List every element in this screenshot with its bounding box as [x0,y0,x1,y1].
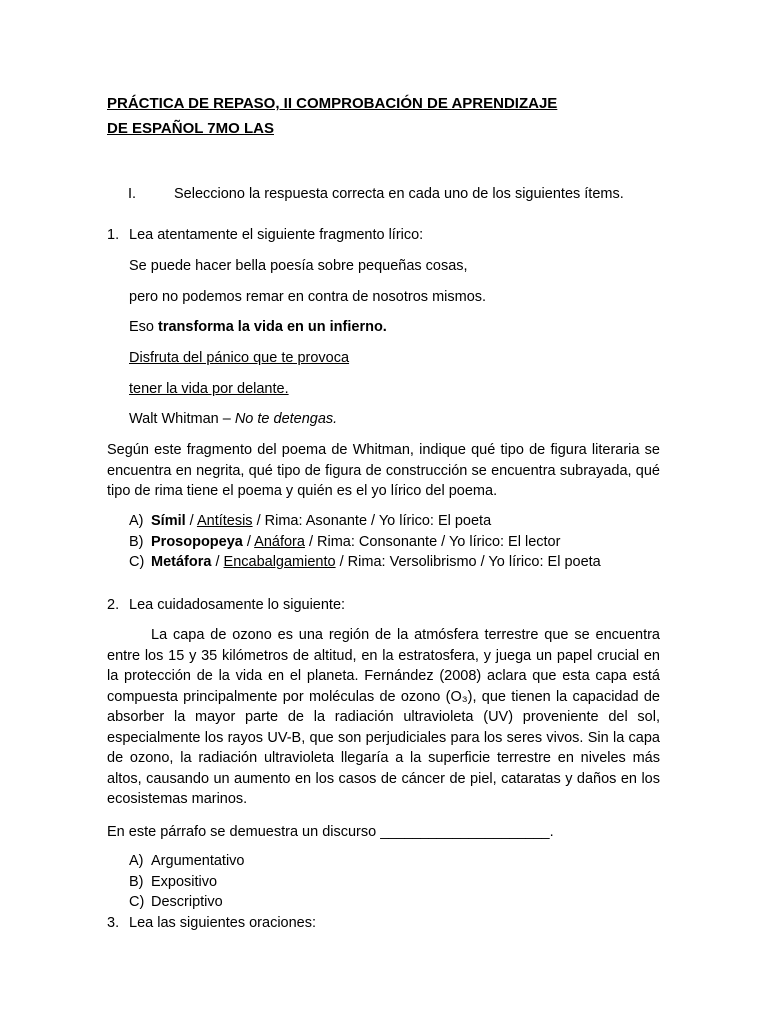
option-text: Expositivo [151,874,218,890]
option-letter: C) [129,894,145,910]
question-number: 2. [107,597,120,613]
option-rest: / Rima: Versolibrismo / Yo lírico: El poeta [335,554,601,570]
poem-attribution [129,409,337,429]
option-rest: / Rima: Asonante / Yo lírico: El poeta [252,513,492,529]
verse-3 [129,317,387,337]
question-text: Lea las siguientes oraciones: [129,915,317,931]
option-letter: B) [129,534,144,550]
question-text: Lea cuidadosamente lo siguiente: [129,597,346,613]
question-number: 1. [107,227,120,243]
question-1-text: Según este fragmento del poema de Whitman, indique qué tipo de figura literaria se encuentra en negrita, qué tipo de figura de construcción se encuentra subrayada, qué tipo de rima tiene el poema y quién es el yo lírico del poema. [107,442,660,499]
section-heading [128,184,624,204]
q1-option-b[interactable] [129,532,560,552]
q2-option-a[interactable] [129,851,245,871]
option-separator: / [185,513,197,529]
question-2-prompt [107,595,345,615]
option-underlined-term: Antítesis [196,513,253,529]
option-underlined-term: Encabalgamiento [223,554,336,570]
option-separator: / [211,554,224,570]
q1-option-c[interactable] [129,552,601,572]
question-2-text: En este párrafo se demuestra un discurso _____________________. [107,824,554,840]
option-bold-term: Prosopopeya [151,534,243,550]
verse-1: Se puede hacer bella poesía sobre pequeñas cosas, [129,258,468,274]
option-letter: C) [129,554,145,570]
question-1-prompt [107,225,423,245]
verse-3-bold: transforma la vida en un infierno. [158,319,387,335]
q1-option-a[interactable] [129,511,491,531]
verse-2: pero no podemos remar en contra de nosotros mismos. [129,289,487,305]
option-text: Argumentativo [151,853,245,869]
section-instruction: Selecciono la respuesta correcta en cada uno de los siguientes ítems. [174,186,624,202]
question-text: Lea atentamente el siguiente fragmento lírico: [129,227,424,243]
option-letter: A) [129,513,144,529]
option-bold-term: Símil [151,513,186,529]
section-numeral: I. [128,186,137,202]
question-3-prompt [107,913,316,933]
verse-5: tener la vida por delante. [129,381,289,397]
option-text: Descriptivo [151,894,223,910]
option-rest: / Rima: Consonante / Yo lírico: El lector [304,534,561,550]
option-letter: B) [129,874,144,890]
verse-3-plain: Eso [129,319,159,335]
q2-option-c[interactable] [129,892,223,912]
option-bold-term: Metáfora [151,554,212,570]
option-underlined-term: Anáfora [254,534,305,550]
verse-4: Disfruta del pánico que te provoca [129,350,350,366]
work-title: No te detengas. [234,411,338,427]
ozone-paragraph: La capa de ozono es una región de la atmósfera terrestre que se encuentra entre los 15 y 35 kilómetros de altitud, en la estratosfera, y juega un papel crucial en la protección de la vida en el planeta. Fernández (2008) aclara que esta capa está compuesta principalmente por moléculas de ozono (O₃), que tienen la capacidad de absorber la mayor parte de la radiación ultravioleta (UV) proveniente del sol, especialmente los rayos UV-B, que son perjudiciales para los seres vivos. Sin la capa de ozono, la radiación ultravioleta llegaría a la superficie terrestre en niveles más altos, causando un aumento en los casos de cáncer de piel, cataratas y daños en los ecosistemas marinos. [107,627,660,807]
page-title [107,91,667,141]
question-number: 3. [107,915,120,931]
option-letter: A) [129,853,144,869]
title-line-2: DE ESPAÑOL 7MO LAS [107,120,274,137]
q2-option-b[interactable] [129,872,217,892]
option-separator: / [242,534,255,550]
author-name: Walt Whitman – [129,411,235,427]
title-line-1: PRÁCTICA DE REPASO, II COMPROBACIÓN DE APRENDIZAJE [107,95,558,112]
